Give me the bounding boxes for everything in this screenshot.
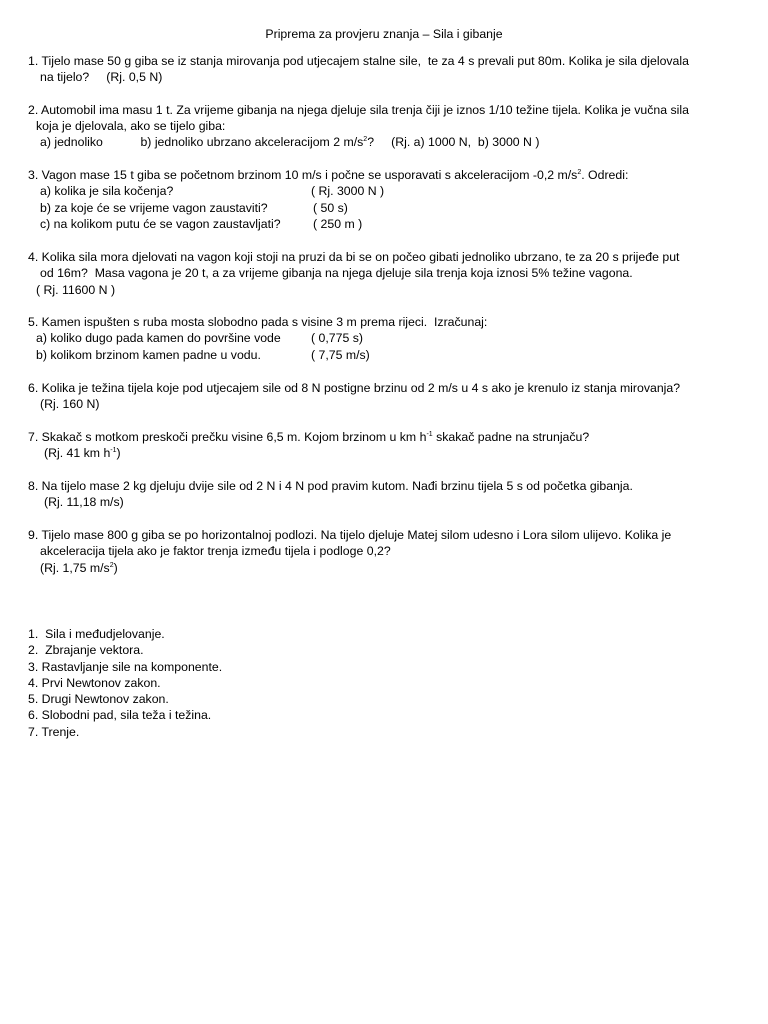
problem-9-answer (40, 560, 118, 576)
problem-2-option-text: a) jednoliko b) jednoliko ubrzano akceleracijom 2 m/s (40, 135, 364, 149)
topic-item: 5. Drugi Newtonov zakon. (28, 692, 169, 707)
problem-6-answer: (Rj. 160 N) (40, 397, 100, 411)
problem-6-line-1: 6. Kolika je težina tijela koje pod utjecajem sile od 8 N postigne brzinu od 2 m/s u 4 s ako je krenulo iz stanja mirovanja? (28, 381, 681, 395)
problem-3-text-end: . Odredi: (581, 168, 629, 182)
problem-3-line-1 (28, 167, 628, 183)
superscript: -1 (110, 447, 117, 454)
problem-3-answer-b: ( 50 s) (313, 201, 348, 215)
problem-2-options (40, 134, 539, 150)
problem-3-answer-c: ( 250 m ) (313, 217, 363, 231)
problem-5-part-b: b) kolikom brzinom kamen padne u vodu. (36, 348, 261, 362)
topic-item: 7. Trenje. (28, 724, 80, 739)
problem-4-answer: ( Rj. 11600 N ) (36, 283, 116, 297)
topic-item: 2. Zbrajanje vektora. (28, 643, 144, 658)
problem-2-line-1: 2. Automobil ima masu 1 t. Za vrijeme gibanja na njega djeluje sila trenja čiji je iznos 1/10 težine tijela. Kolika je vučna sila (28, 103, 689, 117)
problem-9-line-1: 9. Tijelo mase 800 g giba se po horizontalnoj podlozi. Na tijelo djeluje Matej silom udesno i Lora silom ulijevo. Kolika je (28, 528, 672, 542)
problem-7-answer-end: ) (116, 446, 121, 460)
problem-5-answer-b: ( 7,75 m/s) (311, 348, 370, 362)
problem-5-answer-a: ( 0,775 s) (311, 331, 363, 345)
problem-7-line-1 (28, 429, 589, 445)
document-title: Priprema za provjeru znanja – Sila i gibanje (265, 27, 503, 41)
topic-item: 1. Sila i međudjelovanje. (28, 627, 165, 641)
problem-2-answer: ? (Rj. a) 1000 N, b) 3000 N ) (367, 135, 540, 149)
superscript: -1 (426, 431, 433, 438)
problem-7-answer (44, 445, 121, 461)
problem-7-text: 7. Skakač s motkom preskoči prečku visine 6,5 m. Kojom brzinom u km h (28, 430, 427, 444)
problem-4-line-1: 4. Kolika sila mora djelovati na vagon koji stoji na pruzi da bi se on počeo gibati jednoliko ubrzano, te za 20 s prijeđe put (28, 250, 680, 264)
problem-4-line-2: od 16m? Masa vagona je 20 t, a za vrijeme gibanja na njega djeluje sila trenja koja iznosi 5% težine vagona. (40, 266, 633, 280)
problem-1-line-2: na tijelo? (Rj. 0,5 N) (40, 70, 163, 84)
problem-8-line-1: 8. Na tijelo mase 2 kg djeluju dvije sile od 2 N i 4 N pod pravim kutom. Nađi brzinu tijela 5 s od početka gibanja. (28, 479, 633, 493)
problem-3-part-c: c) na kolikom putu će se vagon zaustavljati? (40, 217, 281, 231)
problem-3-text: 3. Vagon mase 15 t giba se početnom brzinom 10 m/s i počne se usporavati s akceleracijom -0,2 m/s (28, 168, 578, 182)
problem-3-part-b: b) za koje će se vrijeme vagon zaustaviti? (40, 201, 268, 215)
problem-8-answer: (Rj. 11,18 m/s) (44, 495, 124, 509)
topic-item: 6. Slobodni pad, sila teža i težina. (28, 708, 212, 723)
topics-list (28, 626, 222, 740)
superscript: 2 (577, 169, 582, 176)
problem-5-part-a: a) koliko dugo pada kamen do površine vode (36, 331, 281, 345)
problem-9-answer-end: ) (113, 561, 118, 575)
superscript: 2 (109, 562, 114, 569)
problem-5-line-1: 5. Kamen ispušten s ruba mosta slobodno pada s visine 3 m prema rijeci. Izračunaj: (28, 315, 488, 329)
topic-item: 3. Rastavljanje sile na komponente. (28, 659, 223, 674)
problem-7-text-end: skakač padne na strunjaču? (432, 430, 590, 444)
topic-item: 4. Prvi Newtonov zakon. (28, 675, 161, 690)
superscript: 2 (363, 136, 368, 143)
problem-1-line-1: 1. Tijelo mase 50 g giba se iz stanja mirovanja pod utjecajem stalne sile, te za 4 s prevali put 80m. Kolika je sila djelovala (28, 54, 689, 68)
problem-9-answer-text: (Rj. 1,75 m/s (40, 561, 110, 575)
problem-9-line-2: akceleracija tijela ako je faktor trenja između tijela i podloge 0,2? (40, 544, 391, 558)
problem-2-line-2: koja je djelovala, ako se tijelo giba: (36, 119, 226, 133)
problem-7-answer-text: (Rj. 41 km h (44, 446, 111, 460)
problem-3-part-a: a) kolika je sila kočenja? (40, 184, 174, 198)
problem-3-answer-a: ( Rj. 3000 N ) (311, 184, 385, 198)
